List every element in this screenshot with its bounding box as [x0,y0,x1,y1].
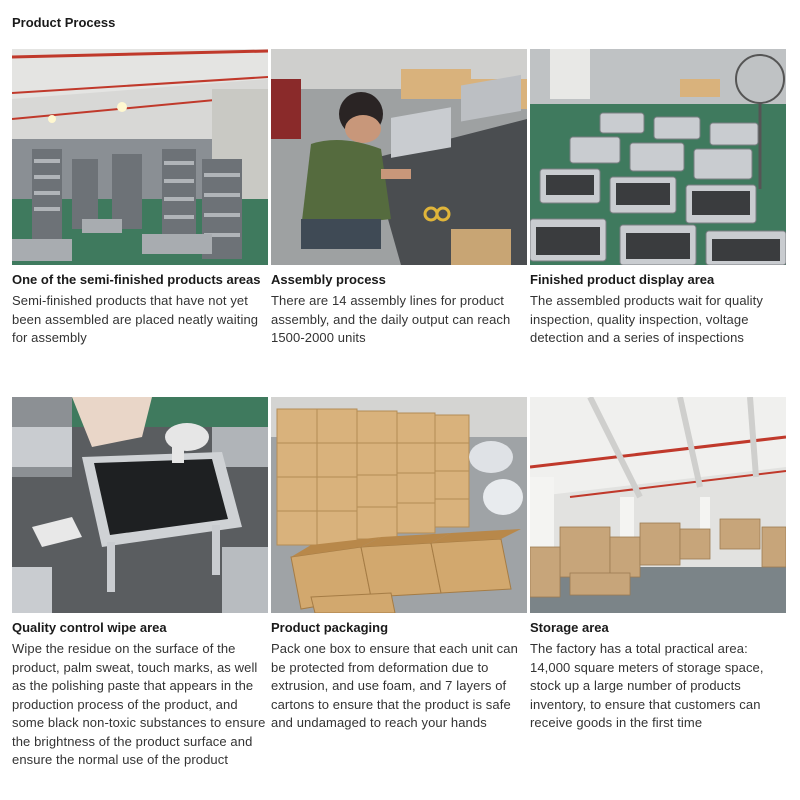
section-description: The assembled products wait for quality inspection, quality inspection, voltage detection and a series of inspections [530,293,763,345]
chafing-dishes-icon [530,49,786,265]
section-title: Product packaging [271,620,389,635]
section-assembly [271,49,527,348]
section-title: Storage area [530,620,609,635]
section-description: Semi-finished products that have not yet been assembled are placed neatly waiting for assembly [12,293,259,345]
section-description: The factory has a total practical area: 14,000 square meters of storage space, stock up a large number of products inventory, to ensure that customers can receive goods in the first time [530,641,764,730]
warehouse-racks-icon [12,49,268,265]
section-finished-display [530,49,786,348]
section-quality-control [12,397,268,770]
section-description: Wipe the residue on the surface of the product, palm sweat, touch marks, as well as the polishing paste that appears in the production process of the product, and some black non-toxic substances to ensure the brightness of the product surface and ensure the normal use of the product [12,641,266,767]
storage-warehouse-icon [530,397,786,613]
section-semi-finished [12,49,268,348]
storage-warehouse-photo [530,397,786,613]
page-title: Product Process [12,15,116,30]
section-description: There are 14 assembly lines for product assembly, and the daily output can reach 1500-2000 units [271,293,511,345]
section-title: Finished product display area [530,272,715,287]
gloved-hand-wiping-photo [12,397,268,613]
section-title: One of the semi-finished products areas [12,272,261,287]
stacked-cartons-photo [271,397,527,613]
section-title: Quality control wipe area [12,620,167,635]
chafing-dishes-rows-photo [530,49,786,265]
section-packaging [271,397,527,733]
warehouse-racks-photo [12,49,268,265]
section-description: Pack one box to ensure that each unit can be protected from deformation due to extrusion, and use foam, and 7 layers of cartons to ensure that the product is safe and undamaged to reach your hands [271,641,518,730]
worker-assembly-icon [271,49,527,265]
stacked-cartons-icon [271,397,527,613]
gloved-hand-icon [12,397,268,613]
section-title: Assembly process [271,272,386,287]
section-storage [530,397,786,733]
worker-assembly-photo [271,49,527,265]
